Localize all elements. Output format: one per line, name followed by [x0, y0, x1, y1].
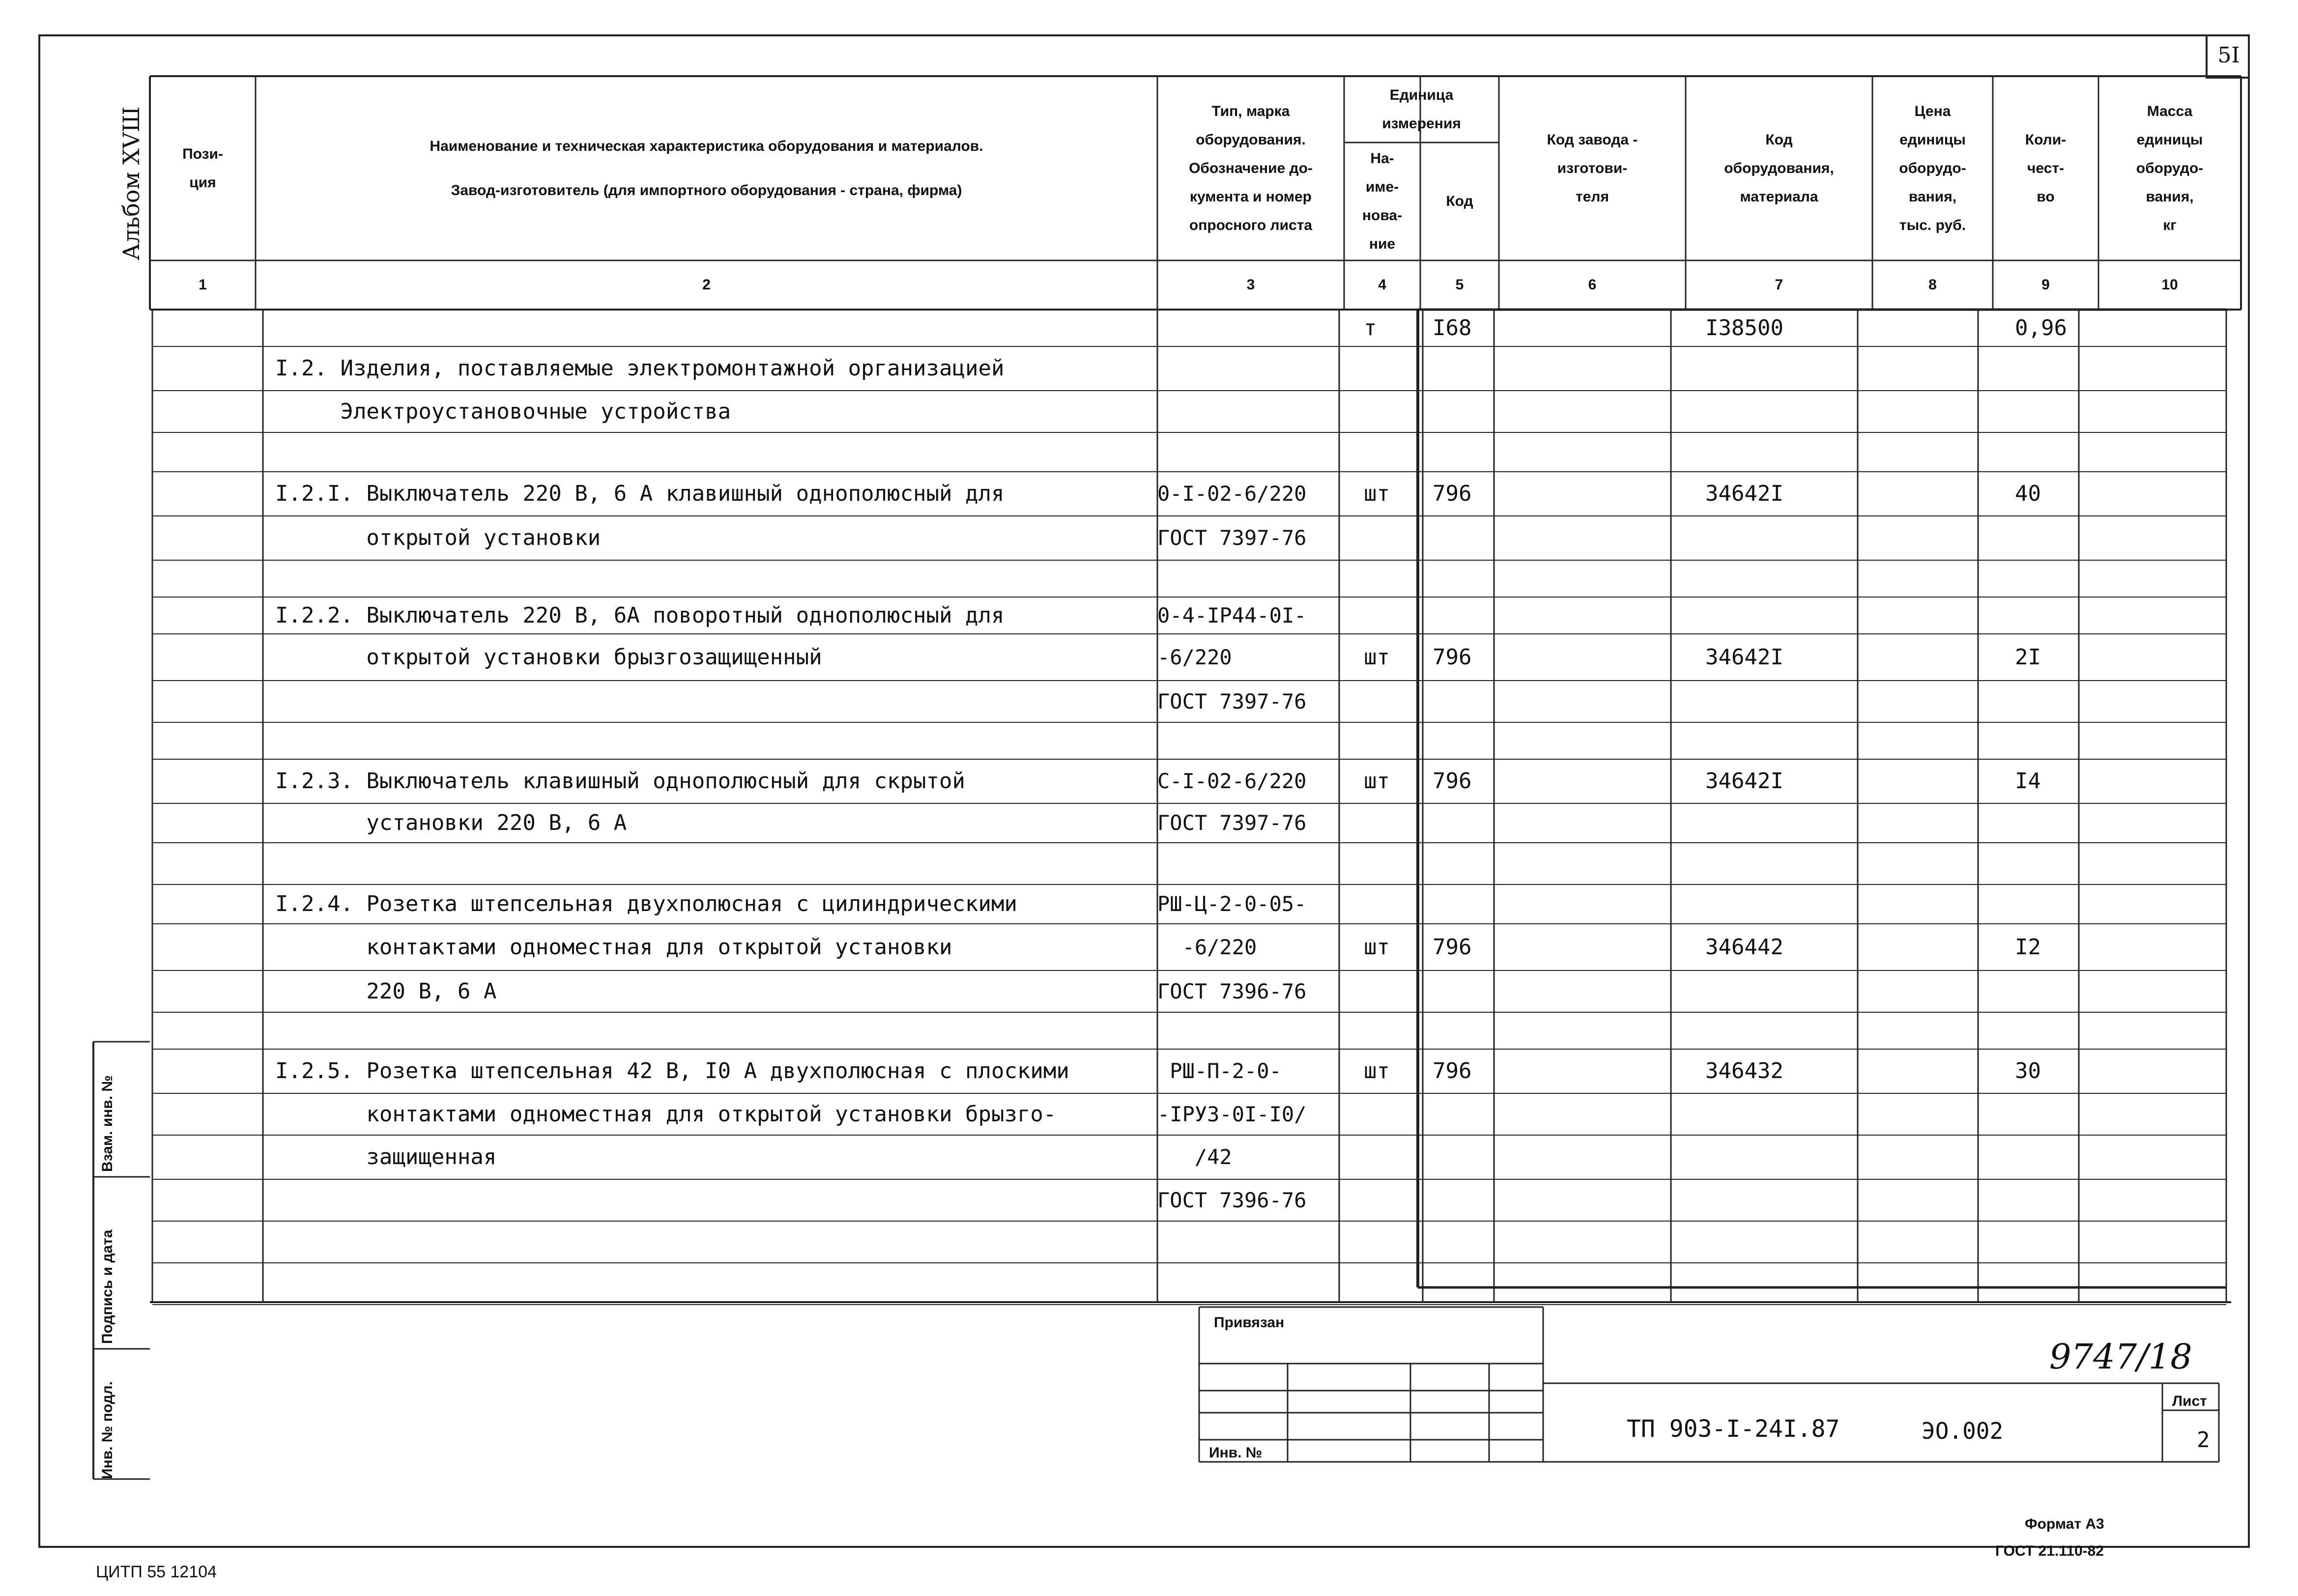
row-quantity: 30 — [2015, 1058, 2041, 1083]
row-name: I.2.4. Розетка штепсельная двухполюсная с цилиндрическими — [275, 891, 1017, 916]
row-unit: шт — [1364, 1058, 1390, 1083]
row-name: I.2.I. Выключатель 220 В, 6 А клавишный однополюсный для — [275, 481, 1005, 506]
row-type: ГОСТ 7396-76 — [1157, 1188, 1307, 1212]
row-unit-code: 796 — [1433, 935, 1472, 960]
row-type: ГОСТ 7397-76 — [1157, 689, 1307, 713]
column-number: 6 — [1588, 277, 1597, 293]
row-unit: шт — [1364, 935, 1390, 960]
column-number: 9 — [2041, 277, 2050, 293]
row-equipment-code: I38500 — [1705, 315, 1783, 341]
row-unit-code: 796 — [1433, 481, 1472, 506]
row-type: РШ-П-2-0- — [1157, 1059, 1282, 1083]
inv-no-label: Инв. № — [1209, 1445, 1263, 1461]
stamp-inv-podl: Инв. № подл. — [99, 1381, 115, 1479]
document-code: ТП 903-I-24I.87 — [1627, 1415, 1840, 1443]
row-unit-code: 796 — [1433, 645, 1472, 670]
row-quantity: I4 — [2015, 769, 2041, 794]
album-label: Альбом ХVШ — [118, 106, 144, 260]
document-suffix: ЭО.002 — [1922, 1418, 2004, 1444]
row-name: контактами одноместная для открытой установки — [275, 935, 952, 960]
row-name: I.2.2. Выключатель 220 В, 6А поворотный однополюсный для — [275, 603, 1005, 628]
row-name: I.2. Изделия, поставляемые электромонтажной организацией — [275, 356, 1005, 381]
row-unit-code: 796 — [1433, 1058, 1472, 1083]
sheet-number: 5I — [2217, 43, 2240, 68]
row-type: 0-4-IP44-0I- — [1157, 603, 1307, 627]
column-number: 2 — [702, 277, 711, 293]
column-number: 8 — [1928, 277, 1937, 293]
row-type: ГОСТ 7397-76 — [1157, 526, 1307, 550]
row-type: ГОСТ 7396-76 — [1157, 979, 1307, 1003]
row-equipment-code: 34642I — [1705, 769, 1783, 794]
citp-label: ЦИТП 55 12104 — [96, 1563, 217, 1581]
row-unit: т — [1364, 315, 1377, 341]
row-name: открытой установки — [275, 525, 601, 550]
row-name: открытой установки брызгозащищенный — [275, 645, 822, 670]
row-quantity: I2 — [2015, 935, 2041, 960]
row-name: контактами одноместная для открытой установки брызго- — [275, 1102, 1057, 1127]
row-name: Электроустановочные устройства — [275, 399, 731, 424]
row-name: I.2.5. Розетка штепсельная 42 В, I0 А двухполюсная с плоскими — [275, 1058, 1069, 1083]
row-quantity: 0,96 — [2015, 315, 2067, 341]
row-type: 0-I-02-6/220 — [1157, 482, 1307, 506]
header-name: Наименование и техническая характеристика оборудования и материалов. Завод-изготовитель (для импортного оборудования - страна, фирма) — [430, 138, 983, 199]
row-name: 220 В, 6 А — [275, 979, 497, 1004]
header-quantity: Коли- чест- во — [2025, 131, 2067, 205]
column-number: 7 — [1775, 277, 1783, 293]
row-unit: шт — [1364, 481, 1390, 506]
row-unit: шт — [1364, 769, 1390, 794]
row-name: I.2.3. Выключатель клавишный однополюсный для скрытой — [275, 769, 965, 794]
row-equipment-code: 34642I — [1705, 645, 1783, 670]
privyazan-label: Привязан — [1214, 1314, 1285, 1331]
list-label: Лист — [2172, 1393, 2207, 1409]
row-unit-code: I68 — [1433, 315, 1472, 341]
column-number: 10 — [2161, 277, 2178, 293]
row-equipment-code: 346432 — [1705, 1058, 1783, 1083]
row-equipment-code: 34642I — [1705, 481, 1783, 506]
column-number: 1 — [199, 277, 207, 293]
header-mass: Масса единицы оборудо- вания, кг — [2136, 103, 2204, 233]
row-type: С-I-02-6/220 — [1157, 769, 1307, 793]
row-type: /42 — [1157, 1145, 1232, 1169]
header-price: Цена единицы оборудо- вания, тыс. руб. — [1899, 103, 1966, 233]
row-name: защищенная — [275, 1144, 497, 1169]
gost-label: ГОСТ 21.110-82 — [1995, 1543, 2104, 1559]
row-quantity: 40 — [2015, 481, 2041, 506]
header-equipment-code: Код оборудования, материала — [1724, 131, 1834, 205]
row-unit: шт — [1364, 645, 1390, 670]
row-type: -6/220 — [1157, 935, 1257, 959]
list-number: 2 — [2197, 1427, 2210, 1453]
handwritten-number: 9747/18 — [2049, 1337, 2192, 1377]
row-equipment-code: 346442 — [1705, 935, 1783, 960]
column-number: 4 — [1378, 277, 1386, 293]
row-type: -6/220 — [1157, 645, 1232, 669]
format-label: Формат А3 — [2025, 1516, 2104, 1532]
row-type: ГОСТ 7397-76 — [1157, 811, 1307, 835]
row-type: -IPУ3-0I-I0/ — [1157, 1102, 1307, 1126]
stamp-podpis-data: Подпись и дата — [99, 1229, 115, 1344]
stamp-vzam-inv: Взам. инв. № — [99, 1075, 115, 1172]
header-position: Пози- ция — [182, 145, 223, 191]
column-number: 5 — [1455, 277, 1464, 293]
header-type: Тип, марка оборудования. Обозначение до- кумента и номер опросного листа — [1189, 103, 1313, 233]
header-factory-code: Код завода - изготови- теля — [1547, 131, 1638, 205]
row-name: установки 220 В, 6 А — [275, 810, 627, 835]
column-number: 3 — [1246, 277, 1255, 293]
row-type: РШ-Ц-2-0-05- — [1157, 892, 1307, 916]
header-unit-name: На- име- нова- ние — [1362, 150, 1403, 252]
row-unit-code: 796 — [1433, 769, 1472, 794]
header-unit: Единица измерения — [1382, 86, 1461, 132]
row-quantity: 2I — [2015, 645, 2041, 670]
header-unit-code: Код — [1446, 193, 1473, 209]
